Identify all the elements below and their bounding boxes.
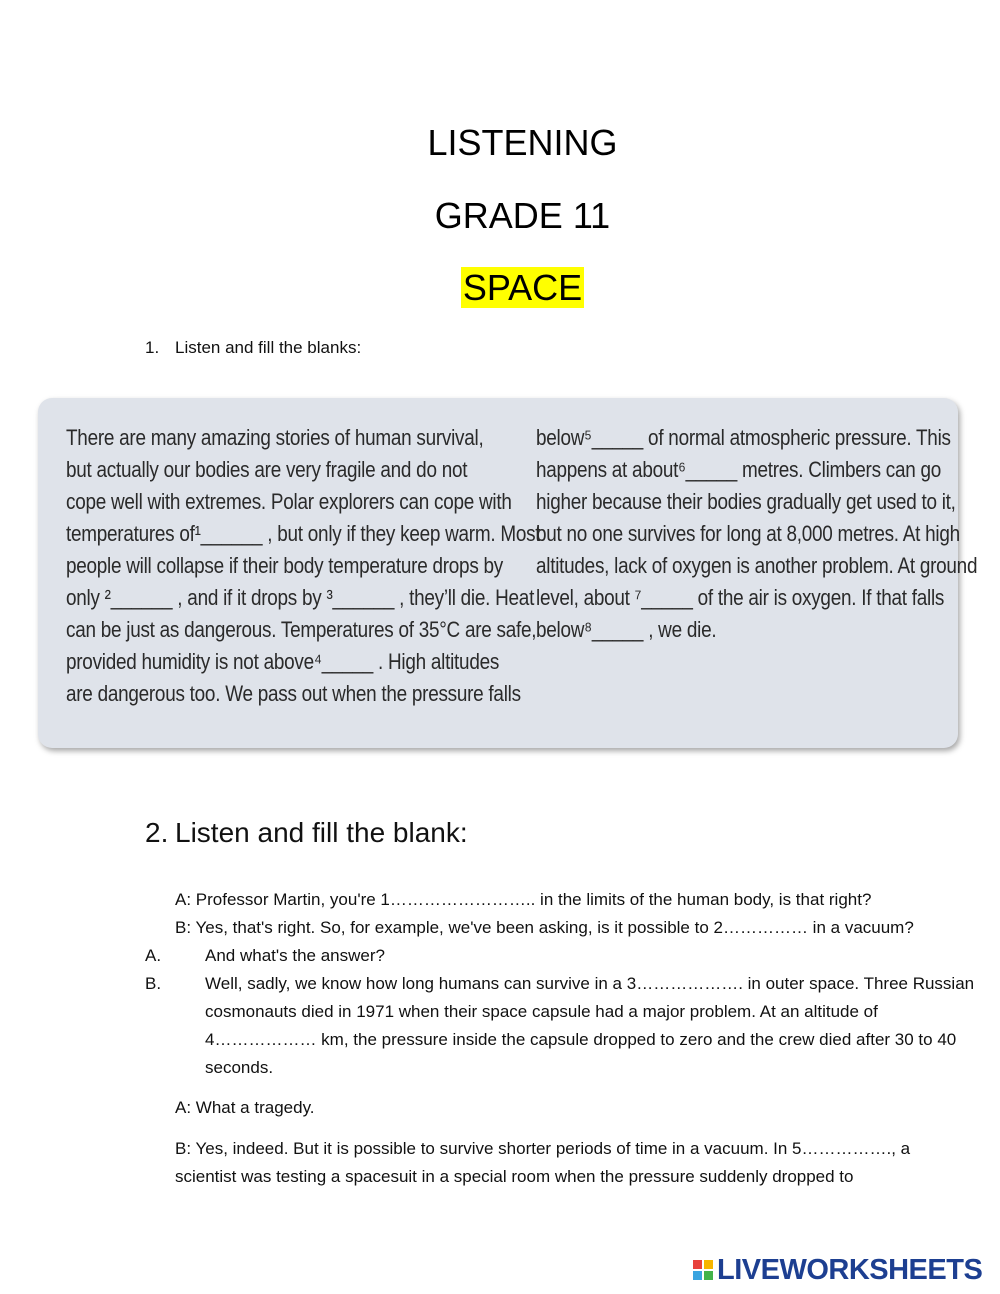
panel-line: There are many amazing stories of human survival, <box>66 425 484 450</box>
panel-line: level, about ⁷_____ of the air is oxygen. If that falls <box>536 585 945 610</box>
dialogue-line-1: A: Professor Martin, you're 1…………………….. in the limits of the human body, is that right? <box>175 890 872 909</box>
dialogue-marker: A. <box>145 946 162 965</box>
worksheet-heading-listening: LISTENING <box>427 122 618 163</box>
dialogue-line-2: B: Yes, that's right. So, for example, we've been asking, is it possible to 2…………… in a vacuum? <box>175 918 914 937</box>
liveworksheets-logo[interactable] <box>693 1253 982 1287</box>
panel-line: only ²______ , and if it drops by ³______ , they’ll die. Heat <box>66 585 535 610</box>
panel-line: are dangerous too. We pass out when the pressure falls <box>66 681 521 706</box>
panel-line: below⁵_____ of normal atmospheric pressure. This <box>536 425 951 450</box>
dialogue-text: Well, sadly, we know how long humans can survive in a 3………………. in outer space. Three Russian cosmonauts died in 1971 when their space capsule had a major problem. At an altitude of 4……………… km, the pressure inside the capsule dropped to zero and the crew died after 30 to 40 seconds. <box>205 974 975 1077</box>
dialogue-line-6: B: Yes, indeed. But it is possible to survive shorter periods of time in a vacuum. In 5……………., a scientist was testing a spacesuit in a special room when the pressure suddenly dropped to <box>175 1139 911 1186</box>
task1-text-panel <box>38 398 978 748</box>
panel-line: but actually our bodies are very fragile and do not <box>66 457 468 482</box>
panel-line: happens at about⁶_____ metres. Climbers can go <box>536 457 942 482</box>
task2-number: 2. <box>145 817 169 848</box>
logo-text: LIVEWORKSHEETS <box>717 1253 983 1286</box>
panel-line: can be just as dangerous. Temperatures of 35°C are safe, <box>66 617 537 642</box>
task1-number: 1. <box>145 338 160 357</box>
task1-instruction <box>145 338 361 358</box>
panel-line: people will collapse if their body temperature drops by <box>66 553 503 578</box>
panel-line: cope well with extremes. Polar explorers can cope with <box>66 489 512 514</box>
panel-line: temperatures of¹______ , but only if they keep warm. Most <box>66 521 541 546</box>
panel-line: provided humidity is not above⁴_____ . High altitudes <box>66 649 500 674</box>
worksheet-heading-topic <box>0 266 1000 310</box>
logo-blocks-icon <box>693 1260 713 1280</box>
dialogue-line-5: A: What a tragedy. <box>175 1098 315 1117</box>
panel-line: below⁸_____ , we die. <box>536 617 717 642</box>
task2-heading <box>145 815 468 851</box>
panel-line: higher because their bodies gradually get used to it, <box>536 489 956 514</box>
panel-left-column <box>66 422 540 710</box>
dialogue-text: And what's the answer? <box>205 946 385 965</box>
task1-instruction-text: Listen and fill the blanks: <box>175 338 362 357</box>
dialogue-marker: B. <box>145 974 162 993</box>
worksheet-heading-grade: GRADE 11 <box>434 195 611 236</box>
task2-instruction-text: Listen and fill the blank: <box>175 817 468 848</box>
panel-right-column <box>536 422 977 646</box>
topic-highlight: SPACE <box>462 267 583 308</box>
panel-line: but no one survives for long at 8,000 metres. At high <box>536 521 960 546</box>
dialogue-line-3 <box>145 942 975 970</box>
dialogue-line-4 <box>145 970 975 1082</box>
panel-line: altitudes, lack of oxygen is another problem. At ground <box>536 553 978 578</box>
